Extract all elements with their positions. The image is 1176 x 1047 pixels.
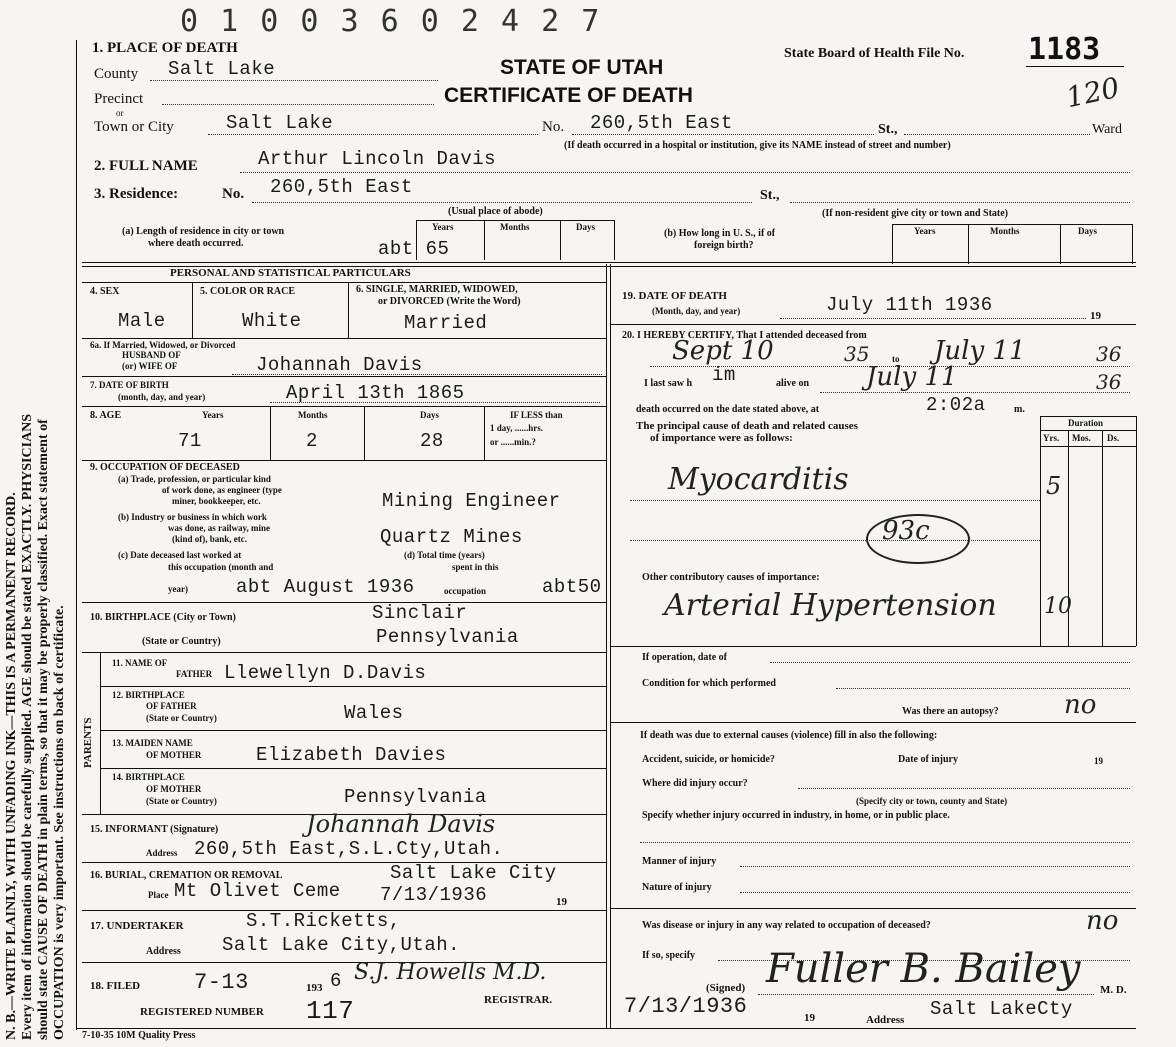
margin-line-2: Every item of information should be carefully supplied. AGE should be stated EXACTLY. PHYSICIANS <box>20 413 35 1040</box>
physician-md: M. D. <box>1100 984 1127 996</box>
personal-section-title: PERSONAL AND STATISTICAL PARTICULARS <box>170 267 411 279</box>
condition-label: Condition for which performed <box>642 678 776 689</box>
manner-label: Manner of injury <box>642 856 717 867</box>
father-birth-value: Wales <box>344 702 404 724</box>
sex-value: Male <box>118 310 166 332</box>
us-box-div1 <box>968 224 969 264</box>
parents-side-label: PARENTS <box>82 717 94 768</box>
length-box-div1 <box>484 220 485 260</box>
town-value: Salt Lake <box>226 112 334 134</box>
mbirth-label-b: OF MOTHER <box>146 784 202 794</box>
frame-bottom <box>76 1028 1136 1029</box>
us-days-header: Days <box>1078 226 1098 236</box>
duration-label: Duration <box>1068 418 1104 428</box>
last-saw-label: I last saw h <box>644 378 693 389</box>
mother-birth-value: Pennsylvania <box>344 786 487 808</box>
title-certificate: CERTIFICATE OF DEATH <box>444 84 693 107</box>
us-years-header: Years <box>914 226 936 236</box>
spouse-label-b: HUSBAND OF <box>122 350 181 360</box>
color-div <box>348 282 349 338</box>
where-line <box>798 788 1130 789</box>
age-label: 8. AGE <box>90 410 122 421</box>
death-date-label-a: 19. DATE OF DEATH <box>622 290 727 302</box>
operation-line <box>770 662 1130 663</box>
spouse-label-a: 6a. If Married, Widowed, or Divorced <box>90 340 236 350</box>
center-divider <box>606 264 607 1028</box>
residence-st-line <box>790 202 1130 203</box>
spouse-line <box>232 374 602 375</box>
death-date-line <box>780 318 1086 319</box>
informant-label: 15. INFORMANT (Signature) <box>90 824 219 835</box>
fbirth-label-b: OF FATHER <box>146 701 197 711</box>
external-label: If death was due to external causes (violence) fill in also the following: <box>640 730 938 741</box>
filed-date: 7-13 <box>194 970 249 995</box>
duration-col-1 <box>1040 416 1041 646</box>
margin-line-4: OCCUPATION is very important. See instructions on back of certificate. <box>52 605 67 1040</box>
length-days-header: Days <box>576 222 596 232</box>
marital-label-b: or DIVORCED (Write the Word) <box>378 296 521 307</box>
fbirth-label-c: (State or Country) <box>146 713 217 723</box>
right-rule-1 <box>610 324 1136 325</box>
burial-label: 16. BURIAL, CREMATION OR REMOVAL <box>90 870 283 881</box>
residence-st-label: St., <box>760 188 780 203</box>
duration-head-bottom <box>1040 446 1136 447</box>
attend-from: Sept 10 <box>672 336 774 366</box>
occ-c-label-1: (c) Date deceased last worked at <box>118 550 242 560</box>
length-label-a: (a) Length of residence in city or town <box>122 226 285 237</box>
operation-label: If operation, date of <box>642 652 727 663</box>
alive-on-label: alive on <box>776 378 810 389</box>
burial-date: 7/13/1936 <box>380 884 488 906</box>
industry-label: Specify whether injury occurred in industry, in home, or in public place. <box>642 810 950 821</box>
occ-d-label-1: (d) Total time (years) <box>404 550 485 560</box>
certify-label: 20. I HEREBY CERTIFY, That I attended deceased from <box>622 330 867 341</box>
us-months-header: Months <box>990 226 1020 236</box>
related-value: no <box>1086 906 1119 936</box>
accident-label: Accident, suicide, or homicide? <box>642 754 775 765</box>
mother-label-a: 13. MAIDEN NAME <box>112 738 193 748</box>
sex-label: 4. SEX <box>90 286 120 297</box>
county-label: County <box>94 66 139 82</box>
total-time-value: abt50 <box>542 576 602 598</box>
occ-a-label-3: miner, bookkeeper, etc. <box>172 496 261 506</box>
physician-address-label: Address <box>866 1014 905 1026</box>
precinct-label: Precinct <box>94 91 144 107</box>
dob-label-a: 7. DATE OF BIRTH <box>90 380 169 390</box>
cause-line-1 <box>630 500 1040 501</box>
cause-line-2 <box>630 540 1040 541</box>
last-saw-date: July 11 <box>866 362 958 392</box>
age-years-header: Years <box>202 410 224 420</box>
file-no-rule <box>1026 66 1124 67</box>
no-label: No. <box>542 119 565 135</box>
last-saw-line <box>820 392 1130 393</box>
frame-left <box>76 40 77 1030</box>
father-label-a: 11. NAME OF <box>112 658 168 668</box>
length-value: abt 65 <box>378 238 450 260</box>
occ-c-label-2: this occupation (month and <box>168 562 274 572</box>
less-label-c: or ......min.? <box>490 437 536 447</box>
death-date-value: July 11th 1936 <box>826 294 993 316</box>
county-value: Salt Lake <box>168 58 276 80</box>
place-of-death-label: 1. PLACE OF DEATH <box>92 40 238 56</box>
precinct-line <box>162 104 434 105</box>
duration-col-4 <box>1136 416 1137 646</box>
death-time-m: m. <box>1014 404 1025 415</box>
color-label: 5. COLOR OR RACE <box>200 286 296 297</box>
attend-to-label: to <box>892 354 900 364</box>
residence-label: 3. Residence: <box>94 186 179 202</box>
birthplace-city: Sinclair <box>372 602 468 624</box>
signed-label: (Signed) <box>706 982 746 994</box>
age-days-value: 28 <box>420 430 444 452</box>
nonresident-note: (If non-resident give city or town and State) <box>822 208 1009 219</box>
industry-line <box>640 842 1130 843</box>
duration-top <box>1040 416 1136 417</box>
town-label: Town or City <box>94 119 174 135</box>
burial-cemetery: Mt Olivet Ceme <box>174 880 341 902</box>
mother-value: Elizabeth Davies <box>256 744 447 766</box>
ward-label: Ward <box>1092 122 1122 137</box>
last-saw-who: im <box>712 364 736 386</box>
left-rule-1 <box>82 282 606 283</box>
date-injury-year-suffix: 19 <box>1094 756 1103 766</box>
occ-b-label-2: was done, as railway, mine <box>168 523 271 533</box>
marital-label-a: 6. SINGLE, MARRIED, WIDOWED, <box>356 284 518 295</box>
length-label-b: where death occurred. <box>148 238 244 249</box>
death-time: 2:02a <box>926 394 986 416</box>
informant-signature: Johannah Davis <box>306 810 496 838</box>
physician-year-suffix: 19 <box>804 1012 815 1024</box>
registered-number: 117 <box>306 996 355 1026</box>
usual-abode-note: (Usual place of abode) <box>448 206 543 217</box>
dob-value: April 13th 1865 <box>286 382 465 404</box>
full-name-label: 2. FULL NAME <box>94 158 198 174</box>
age-div-3 <box>484 406 485 460</box>
length-box-top <box>416 220 614 221</box>
length-box-div2 <box>560 220 561 260</box>
birthplace-state-label: (State or Country) <box>142 636 221 647</box>
related-label: Was disease or injury in any way related to occupation of deceased? <box>642 920 931 931</box>
us-label-a: (b) How long in U. S., if of <box>664 228 776 239</box>
right-rule-2 <box>610 646 1136 647</box>
spouse-label-c: (or) WIFE OF <box>122 361 178 371</box>
filed-year-label: 193 <box>306 982 323 994</box>
birthplace-label: 10. BIRTHPLACE (City or Town) <box>90 612 236 623</box>
burial-place-label: Place <box>148 890 169 900</box>
occ-a-label-2: of work done, as engineer (type <box>162 485 282 495</box>
last-saw-year: 36 <box>1096 370 1122 394</box>
residence-value: 260,5th East <box>270 176 413 198</box>
less-label-b: 1 day, ......hrs. <box>490 423 544 433</box>
us-box-top <box>892 224 1132 225</box>
sex-div <box>192 282 193 338</box>
nature-line <box>740 892 1130 893</box>
age-years-value: 71 <box>178 430 202 452</box>
parents-rule-1 <box>100 686 606 687</box>
burial-year-suffix: 19 <box>556 896 567 908</box>
dob-line <box>270 402 600 403</box>
manner-line <box>740 866 1130 867</box>
marital-value: Married <box>404 312 488 334</box>
residence-line <box>252 202 752 203</box>
mbirth-label-c: (State or Country) <box>146 796 217 806</box>
contrib-label: Other contributory causes of importance: <box>642 572 820 583</box>
us-box-right <box>1132 224 1133 264</box>
left-rule-2 <box>82 338 606 339</box>
parents-rule-3 <box>100 768 606 769</box>
spouse-value: Johannah Davis <box>256 354 423 376</box>
mbirth-label-a: 14. BIRTHPLACE <box>112 772 185 782</box>
undertaker-address: Salt Lake City,Utah. <box>222 934 461 956</box>
cause-value: Myocarditis <box>668 462 849 497</box>
duration-mos: Mos. <box>1072 433 1091 443</box>
filed-label: 18. FILED <box>90 980 141 992</box>
us-label-b: foreign birth? <box>694 240 754 251</box>
duration-col-3 <box>1102 430 1103 646</box>
dob-label-b: (month, day, and year) <box>118 392 206 402</box>
undertaker-label: 17. UNDERTAKER <box>90 920 184 932</box>
age-div-2 <box>364 406 365 460</box>
occ-c-label-3: year) <box>168 584 188 594</box>
left-rule-4 <box>82 406 606 407</box>
age-days-header: Days <box>420 410 440 420</box>
filed-year: 6 <box>330 970 342 992</box>
occ-d-label-3: occupation <box>444 586 487 596</box>
cause-label-a: The principal cause of death and related causes <box>636 420 858 432</box>
trade-value: Mining Engineer <box>382 490 561 512</box>
duration-mid <box>1040 430 1136 431</box>
occ-a-label-1: (a) Trade, profession, or particular kind <box>118 474 271 484</box>
right-rule-3 <box>610 722 1136 723</box>
or-label: or <box>116 108 124 118</box>
physician-date: 7/13/1936 <box>624 994 748 1019</box>
where-label: Where did injury occur? <box>642 778 748 789</box>
color-value: White <box>242 310 302 332</box>
cause-label-b: of importance were as follows: <box>650 432 793 444</box>
margin-notice <box>0 0 80 1047</box>
left-rule-6 <box>82 602 606 603</box>
length-box-right <box>614 220 615 260</box>
occ-d-label-2: spent in this <box>452 562 499 572</box>
occupation-label: 9. OCCUPATION OF DECEASED <box>90 462 240 473</box>
physician-signature: Fuller B. Bailey <box>766 946 1081 992</box>
length-months-header: Months <box>500 222 530 232</box>
age-months-value: 2 <box>306 430 318 452</box>
industry-value: Quartz Mines <box>380 526 523 548</box>
attend-to-year: 36 <box>1096 342 1122 366</box>
duration-ds: Ds. <box>1107 433 1120 443</box>
hand-number: 120 <box>1063 70 1123 115</box>
ifso-label: If so, specify <box>642 950 696 961</box>
birthplace-state: Pennsylvania <box>376 626 519 648</box>
date-injury-label: Date of injury <box>898 754 958 765</box>
less-label-a: IF LESS than <box>510 410 563 420</box>
attend-to: July 11 <box>934 336 1026 366</box>
file-no-label: State Board of Health File No. <box>784 46 965 61</box>
age-div-1 <box>270 406 271 460</box>
age-months-header: Months <box>298 410 328 420</box>
burial-place-top: Salt Lake City <box>390 862 557 884</box>
fbirth-label-a: 12. BIRTHPLACE <box>112 690 185 700</box>
occ-b-label-1: (b) Industry or business in which work <box>118 512 267 522</box>
institution-note: (If death occurred in a hospital or institution, give its NAME instead of street and number) <box>564 140 951 151</box>
length-years-header: Years <box>432 222 454 232</box>
us-box-left <box>892 224 893 264</box>
registrar-label: REGISTRAR. <box>484 994 553 1006</box>
no-line <box>572 134 874 135</box>
contrib-duration: 10 <box>1044 594 1072 619</box>
duration-yrs: Yrs. <box>1043 433 1060 443</box>
occ-b-label-3: (kind of), bank, etc. <box>172 534 248 544</box>
last-worked-value: abt August 1936 <box>236 576 415 598</box>
condition-line <box>836 688 1130 689</box>
contrib-value: Arterial Hypertension <box>664 588 997 623</box>
full-name-value: Arthur Lincoln Davis <box>258 148 497 170</box>
serial-number: 0 1 0 0 3 6 0 2 4 2 7 <box>180 4 602 39</box>
parents-divider <box>100 652 101 814</box>
st-label: St., <box>878 122 898 137</box>
mother-label-b: OF MOTHER <box>146 750 202 760</box>
margin-line-3: should state CAUSE OF DEATH in plain terms, so that it may be properly classified. Exact statement of <box>36 419 51 1040</box>
left-rule-7 <box>82 652 606 653</box>
title-state: STATE OF UTAH <box>500 56 664 79</box>
autopsy-label: Was there an autopsy? <box>902 706 999 717</box>
parents-rule-2 <box>100 730 606 731</box>
residence-no-label: No. <box>222 186 245 202</box>
physician-address: Salt LakeCty <box>930 998 1073 1020</box>
town-line <box>208 134 538 135</box>
death-date-label-b: (Month, day, and year) <box>652 306 741 316</box>
undertaker-name: S.T.Ricketts, <box>246 910 401 932</box>
father-value: Llewellyn D.Davis <box>224 662 427 684</box>
father-label-b: FATHER <box>176 669 213 679</box>
registrar-signature: S.J. Howells M.D. <box>354 960 547 985</box>
informant-address: 260,5th East,S.L.Cty,Utah. <box>194 838 504 860</box>
no-value: 260,5th East <box>590 112 733 134</box>
death-occurred-label: death occurred on the date stated above, at <box>636 404 820 415</box>
autopsy-value: no <box>1064 690 1097 720</box>
code-value: 93c <box>882 516 930 546</box>
left-rule-3 <box>82 376 606 377</box>
signature-line <box>758 994 1094 995</box>
cause-duration: 5 <box>1046 472 1062 500</box>
right-rule-4 <box>610 908 1136 909</box>
margin-line-1: N. B.—WRITE PLAINLY, WITH UNFADING INK—THIS IS A PERMANENT RECORD. <box>4 492 19 1040</box>
printer-mark: 7-10-35 10M Quality Press <box>82 1030 196 1041</box>
informant-address-label: Address <box>146 848 178 858</box>
attend-from-year: 35 <box>844 342 870 366</box>
file-no-value: 1183 <box>1028 32 1101 67</box>
registered-number-label: REGISTERED NUMBER <box>140 1006 264 1018</box>
county-line <box>150 80 438 81</box>
st-line <box>904 134 1090 135</box>
us-box-div2 <box>1060 224 1061 264</box>
death-date-year-suffix: 19 <box>1090 310 1101 322</box>
undertaker-address-label: Address <box>146 946 181 957</box>
full-name-line <box>240 172 1130 173</box>
specify-note: (Specify city or town, county and State) <box>856 796 1008 806</box>
nature-label: Nature of injury <box>642 882 712 893</box>
left-rule-5 <box>82 460 606 461</box>
main-top-rule <box>82 262 1136 263</box>
